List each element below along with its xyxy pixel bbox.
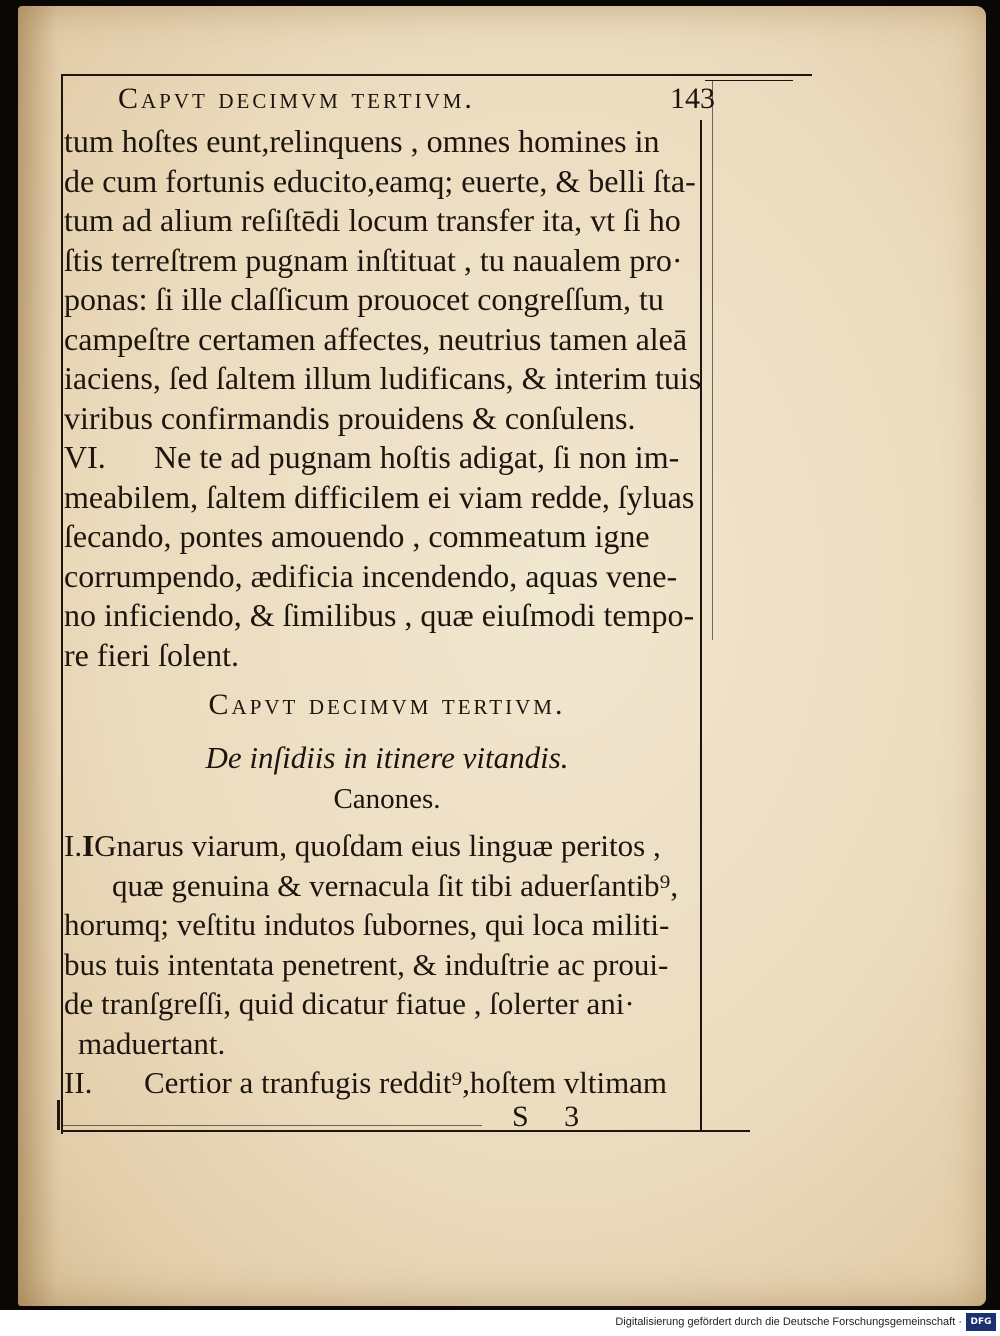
paragraph-number: II. bbox=[64, 1065, 93, 1100]
text-line: ſecando, pontes amouendo , commeatum igne bbox=[64, 518, 650, 554]
text-line: de cum fortunis educito,eamq; euerte, & belli ſta- bbox=[64, 162, 696, 199]
footer-credit: Digitalisierung gefördert durch die Deutsche Forschungsgemeinschaft · bbox=[615, 1316, 962, 1328]
text-line: de tranſgreſſi, quid dicatur fiatue , ſolerter ani· bbox=[64, 986, 635, 1021]
left-rule-tick bbox=[57, 1100, 60, 1130]
paragraph-ii-line bbox=[64, 1063, 734, 1103]
text-line: bus tuis intentata penetrent, & induſtrie ac proui- bbox=[64, 946, 669, 982]
text-line: Gnarus viarum, quoſdam eius linguæ peritos , bbox=[94, 828, 661, 863]
text-line: corrumpendo, ædificia incendendo, aquas vene- bbox=[64, 557, 678, 594]
text-line: no inficiendo, & ſimilibus , quæ eiuſmodi tempo- bbox=[64, 597, 695, 633]
chapter-heading: Capvt decimvm tertivm. bbox=[208, 688, 566, 721]
bottom-rule bbox=[62, 1130, 750, 1132]
section-heading: Canones. bbox=[333, 783, 441, 815]
left-margin-rule bbox=[61, 74, 63, 1134]
text-line: quæ genuina & vernacula ſit tibi aduerſantib⁹, bbox=[112, 867, 679, 903]
paragraph-number: VI. bbox=[64, 439, 106, 475]
bottom-rule-faint bbox=[62, 1125, 482, 1126]
signature-mark: S 3 bbox=[512, 1100, 594, 1133]
text-line: Ne te ad pugnam hoſtis adigat, ſi non im- bbox=[154, 439, 680, 475]
text-line: viribus confirmandis prouidens & conſulens. bbox=[64, 399, 636, 436]
text-line: campeſtre certamen affectes, neutrius tamen aleā bbox=[64, 320, 688, 357]
paragraph-vi-first-line bbox=[64, 438, 724, 478]
text-line: tum hoſtes eunt,relinquens , omnes homines in bbox=[64, 123, 660, 159]
text-line: meabilem, ſaltem difficilem ei viam redde, ſyluas bbox=[64, 478, 695, 515]
decorated-initial: I bbox=[82, 828, 95, 863]
top-rule bbox=[62, 74, 812, 76]
text-line: iaciens, ſed ſaltem illum ludificans, & interim tuis bbox=[64, 360, 702, 396]
text-line: maduertant. bbox=[78, 1025, 226, 1061]
paragraph-number: I. bbox=[64, 828, 83, 863]
text-line: re fieri ſolent. bbox=[64, 636, 240, 673]
page-number: 143 bbox=[670, 82, 715, 115]
chapter-subtitle: De inſidiis in itinere vitandis. bbox=[205, 740, 569, 775]
text-line: tum ad alium reſiſtēdi locum transfer ita, vt ſi ho bbox=[64, 202, 681, 238]
top-rule-short bbox=[705, 80, 793, 81]
text-line: ſtis terreſtrem pugnam inſtituat , tu naualem pro· bbox=[64, 241, 683, 278]
text-line: Certior a tranfugis reddit⁹,hoſtem vltimam bbox=[144, 1065, 668, 1100]
running-head: Capvt decimvm tertivm. bbox=[118, 82, 475, 115]
dfg-logo: DFG bbox=[966, 1313, 996, 1331]
body-text-bottom bbox=[64, 826, 734, 1103]
page-edge-stain bbox=[18, 6, 58, 1306]
text-line: horumq; veſtitu indutos ſubornes, qui loca militi- bbox=[64, 907, 670, 942]
paragraph-i-first-line bbox=[64, 826, 734, 866]
text-line: ponas: ſi ille claſſicum prouocet congreſſum, tu bbox=[64, 281, 664, 317]
body-text-top bbox=[64, 122, 724, 675]
